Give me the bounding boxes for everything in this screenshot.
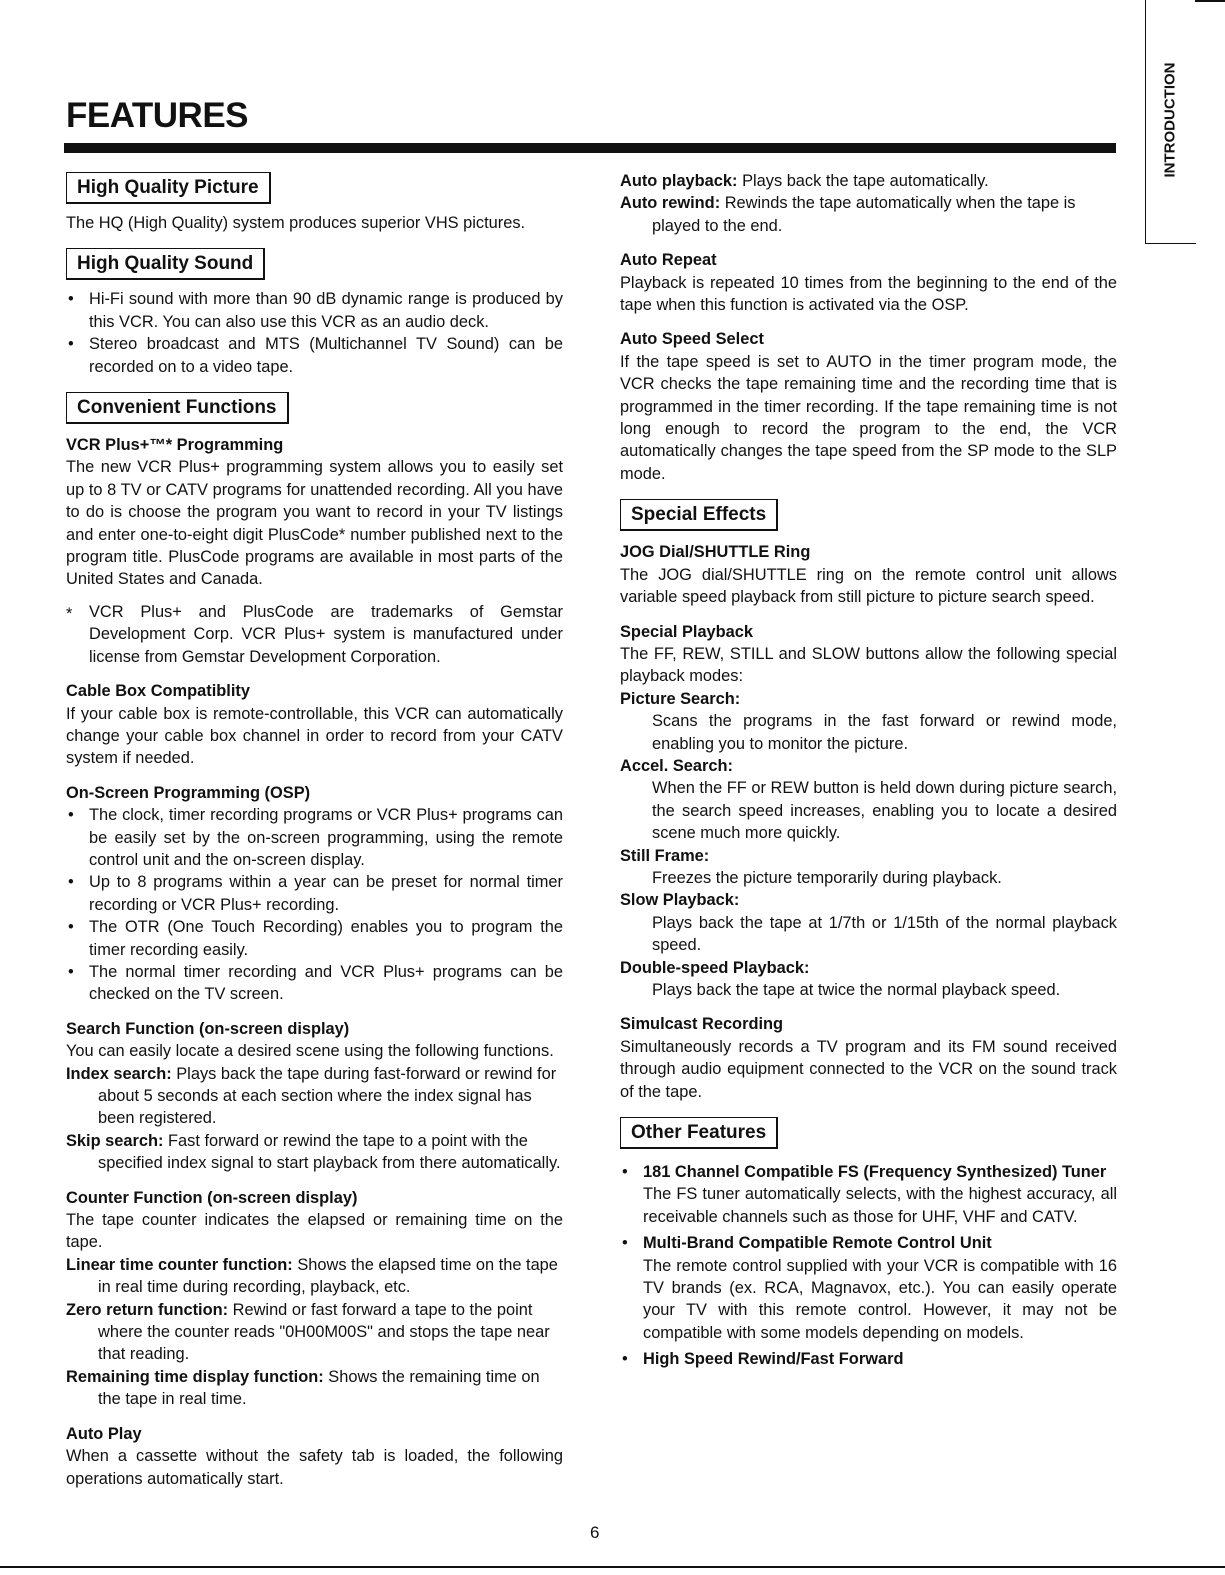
subheading: Auto Repeat xyxy=(620,251,717,270)
term-text: Plays back the tape during fast-forward or rewind for about 5 seconds at each section where the index signal has been registered. xyxy=(98,1064,557,1128)
bullet-item xyxy=(620,1348,1117,1370)
bullet-icon: • xyxy=(68,806,74,825)
subheading: Auto Play xyxy=(66,1424,142,1443)
paragraph: Playback is repeated 10 times from the beginning to the end of the tape when this function is activated via the OSP. xyxy=(620,273,1117,315)
bullet-icon: • xyxy=(622,1350,628,1369)
tab-top-line xyxy=(1195,0,1225,2)
term-description: Scans the programs in the fast forward or rewind mode, enabling you to monitor the picture. xyxy=(652,712,1117,753)
subheading: Counter Function (on-screen display) xyxy=(66,1188,358,1207)
term-definition xyxy=(620,170,1117,192)
paragraph: The JOG dial/SHUTTLE ring on the remote control unit allows variable speed playback from still picture to picture search speed. xyxy=(620,565,1117,607)
subheading: VCR Plus+™* Programming xyxy=(66,436,284,455)
term-definition xyxy=(620,192,1117,237)
term-description: Plays back the tape at twice the normal playback speed. xyxy=(652,981,1061,999)
bullet-item xyxy=(620,1161,1117,1183)
bullet-text: Stereo broadcast and MTS (Multichannel TV Sound) can be recorded on to a video tape. xyxy=(89,335,563,376)
bullet-text: Multi-Brand Compatible Remote Control Unit xyxy=(643,1234,992,1253)
bullet-icon: • xyxy=(68,962,74,981)
paragraph: The HQ (High Quality) system produces superior VHS pictures. xyxy=(66,214,526,232)
bullet-icon: • xyxy=(622,1163,628,1182)
term-definition xyxy=(66,1366,563,1411)
bullet-icon: • xyxy=(68,873,74,892)
section-heading-box xyxy=(66,248,563,288)
section-heading-box xyxy=(620,499,1117,539)
term-label: Accel. Search: xyxy=(620,756,733,775)
term-text: Rewind or fast forward a tape to the point where the counter reads "0H00M00S" and stops the tape near that reading. xyxy=(98,1300,550,1364)
bullet-text: The OTR (One Touch Recording) enables you to program the timer recording easily. xyxy=(89,918,563,959)
term-definition xyxy=(66,1130,563,1175)
term-description: When the FF or REW button is held down during picture search, the search speed increases, enabling you to locate a desired scene much more quickly. xyxy=(652,779,1117,843)
term-text: Plays back the tape automatically. xyxy=(742,172,989,190)
paragraph: If the tape speed is set to AUTO in the timer program mode, the VCR checks the tape remaining time and the recording time that is programmed in the timer recording. If the tape remaining time is not long enough to record the program to the end, the VCR automatically changes the tape speed from the SP mode to the SLP mode. xyxy=(620,352,1117,483)
section-heading-box xyxy=(66,172,563,212)
paragraph: You can easily locate a desired scene using the following functions. xyxy=(66,1042,554,1061)
subheading: On-Screen Programming (OSP) xyxy=(66,783,311,802)
paragraph: The tape counter indicates the elapsed or remaining time on the tape. xyxy=(66,1211,563,1252)
term-label: Skip search: xyxy=(66,1131,164,1150)
right-column xyxy=(620,170,1117,1371)
paragraph: The FF, REW, STILL and SLOW buttons allow the following special playback modes: xyxy=(620,644,1117,686)
section-heading: Other Features xyxy=(620,1117,778,1149)
term-label: Picture Search: xyxy=(620,689,741,708)
term-definition xyxy=(66,1254,563,1299)
subheading: Simulcast Recording xyxy=(620,1015,784,1034)
term-label: Double-speed Playback: xyxy=(620,958,810,977)
subheading: Special Playback xyxy=(620,622,754,641)
subheading: Auto Speed Select xyxy=(620,330,764,349)
bullet-text: Hi-Fi sound with more than 90 dB dynamic range is produced by this VCR. You can also use this VCR as an audio deck. xyxy=(89,290,563,331)
bullet-text: High Speed Rewind/Fast Forward xyxy=(643,1350,904,1369)
bullet-text: The clock, timer recording programs or VCR Plus+ programs can be easily set by the on-screen programming, using the remote control unit and the on-screen display. xyxy=(89,806,563,869)
section-heading-box xyxy=(620,1117,1117,1157)
bullet-icon: • xyxy=(68,290,74,309)
subheading: Search Function (on-screen display) xyxy=(66,1019,350,1038)
bullet-icon: • xyxy=(68,918,74,937)
bullet-text: The normal timer recording and VCR Plus+ programs can be checked on the TV screen. xyxy=(89,962,563,1004)
term-label: Linear time counter function: xyxy=(66,1255,293,1274)
section-heading-box xyxy=(66,392,563,432)
term-label: Auto rewind: xyxy=(620,194,721,213)
bullet-text: 181 Channel Compatible FS (Frequency Synthesized) Tuner xyxy=(643,1163,1107,1182)
paragraph: When a cassette without the safety tab is loaded, the following operations automatically start. xyxy=(66,1447,563,1488)
page-number: 6 xyxy=(590,1523,600,1542)
paragraph: The new VCR Plus+ programming system allows you to easily set up to 8 TV or CATV programs for unattended recording. All you have to do is choose the program you want to record in your TV listings and enter one-to-eight digit PlusCode* number published next to the program title. PlusCode programs are available in most parts of the United States and Canada. xyxy=(66,458,563,589)
bullet-item xyxy=(66,333,563,378)
asterisk-icon: * xyxy=(66,604,73,623)
term-label: Remaining time display function: xyxy=(66,1367,324,1386)
subheading: Cable Box Compatiblity xyxy=(66,682,250,701)
term-description: Plays back the tape at 1/7th or 1/15th of the normal playback speed. xyxy=(652,913,1117,955)
bullet-icon: • xyxy=(68,335,74,354)
term-label: Still Frame: xyxy=(620,846,710,865)
section-tab-label: INTRODUCTION xyxy=(1161,62,1179,178)
bullet-text: Up to 8 programs within a year can be preset for normal timer recording or VCR Plus+ recording. xyxy=(89,873,563,914)
term-definition xyxy=(66,1299,563,1366)
section-heading: High Quality Picture xyxy=(66,172,271,204)
footnote-text: VCR Plus+ and PlusCode are trademarks of Gemstar Development Corp. VCR Plus+ system is manufactured under license from Gemstar Development Corporation. xyxy=(89,602,563,666)
page-title: FEATURES xyxy=(66,96,249,135)
term-description: Freezes the picture temporarily during playback. xyxy=(652,868,1002,887)
term-definition xyxy=(66,1063,563,1130)
footnote xyxy=(66,601,563,668)
bullet-item xyxy=(620,1232,1117,1254)
section-heading: Convenient Functions xyxy=(66,392,289,424)
term-text: Rewinds the tape automatically when the tape is played to the end. xyxy=(652,194,1076,235)
bullet-icon: • xyxy=(622,1234,628,1253)
bullet-item xyxy=(66,916,563,961)
section-heading: High Quality Sound xyxy=(66,248,265,280)
subheading: JOG Dial/SHUTTLE Ring xyxy=(620,543,811,562)
bullet-description: The remote control supplied with your VCR is compatible with 16 TV brands (ex. RCA, Magnavox, etc.). You can easily operate your TV with this remote control. However, it may not be compatible with some models depending on models. xyxy=(643,1256,1117,1342)
term-text: Shows the remaining time on the tape in real time. xyxy=(98,1367,540,1409)
term-text: Fast forward or rewind the tape to a point with the specified index signal to start playback from there automatically. xyxy=(98,1131,561,1173)
paragraph: Simultaneously records a TV program and its FM sound received through audio equipment connected to the VCR on the sound track of the tape. xyxy=(620,1037,1117,1101)
left-column xyxy=(66,172,563,1490)
bullet-item xyxy=(66,288,563,333)
page-bottom-edge xyxy=(0,1566,1225,1568)
term-text: Shows the elapsed time on the tape in real time during recording, playback, etc. xyxy=(98,1255,558,1297)
bullet-item xyxy=(66,961,563,1006)
paragraph: If your cable box is remote-controllable, this VCR can automatically change your cable box channel in order to record from your CATV system if needed. xyxy=(66,704,563,768)
bullet-description: The FS tuner automatically selects, with the highest accuracy, all receivable channels such as those for UHF, VHF and CATV. xyxy=(643,1185,1117,1226)
bullet-item xyxy=(66,871,563,916)
section-heading: Special Effects xyxy=(620,499,778,531)
term-label: Slow Playback: xyxy=(620,891,740,910)
term-label: Index search: xyxy=(66,1064,172,1083)
bullet-item xyxy=(66,804,563,871)
term-label: Zero return function: xyxy=(66,1300,229,1319)
title-rule xyxy=(64,143,1116,153)
term-label: Auto playback: xyxy=(620,172,738,190)
